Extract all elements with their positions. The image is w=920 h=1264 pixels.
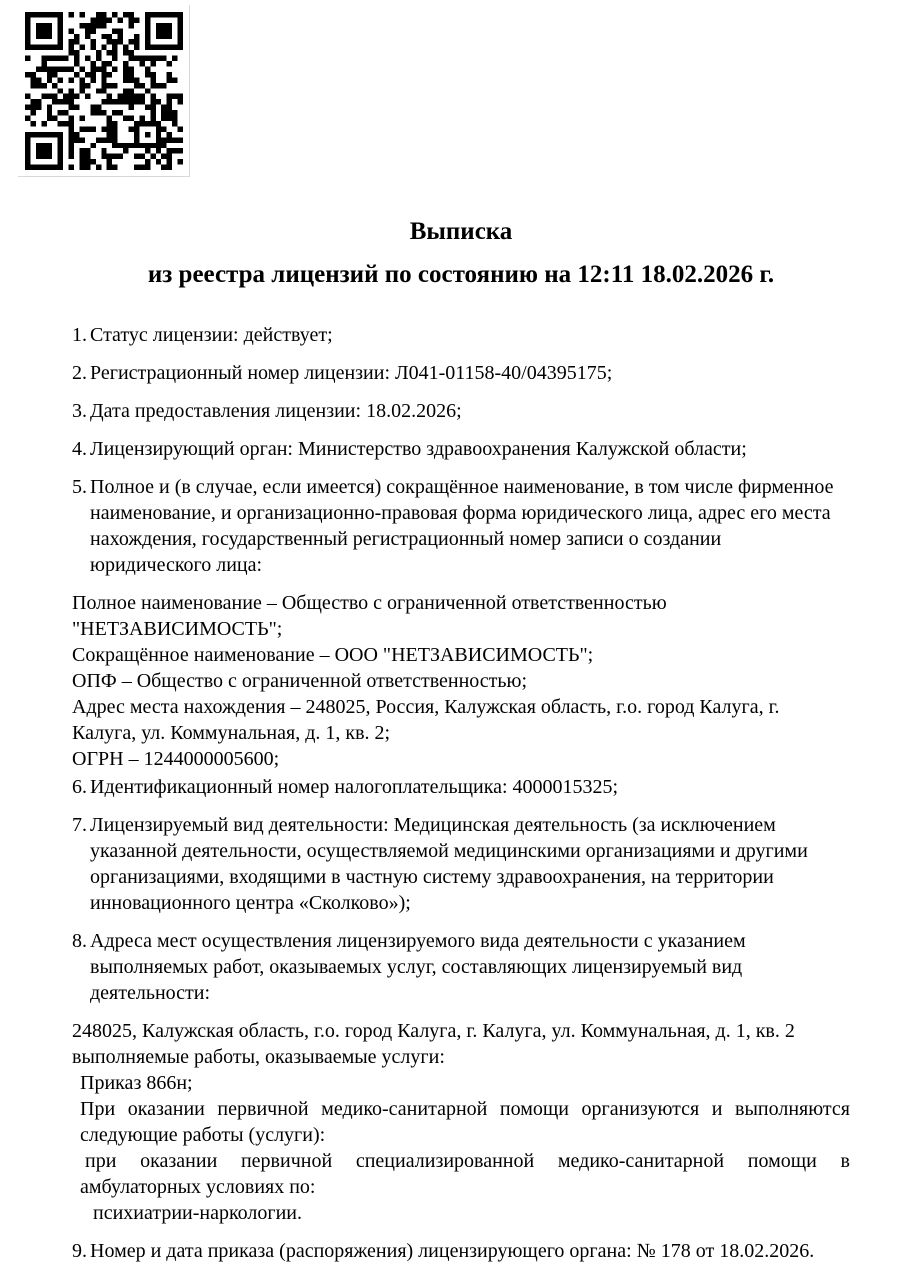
item-number: 2. (72, 362, 87, 384)
item-text: организациями, входящими в частную систему здравоохранения, на территории (90, 866, 774, 888)
item-text: указанной деятельности, осуществляемой медицинскими организациями и другими (90, 840, 808, 862)
item-number: 7. (72, 814, 87, 836)
item-text: Дата предоставления лицензии: 18.02.2026; (90, 400, 462, 422)
order-reference: Приказ 866н; (80, 1072, 193, 1094)
list-item-1-status (72, 322, 850, 348)
organization-details (72, 590, 850, 772)
works-line: следующие работы (услуги): (80, 1124, 326, 1146)
item-text: Адреса мест осуществления лицензируемого вида деятельности с указанием (90, 930, 746, 952)
license-extract-document (0, 5, 920, 1262)
org-address-cont: Калуга, ул. Коммунальная, д. 1, кв. 2; (72, 722, 391, 744)
numbered-list (72, 322, 850, 1264)
org-full-name-cont: "НЕТЗАВИСИМОСТЬ"; (72, 618, 283, 640)
item-number: 9. (72, 1240, 87, 1262)
item-text: нахождения, государственный регистрационный номер записи о создании (90, 528, 722, 550)
list-item-4-authority (72, 436, 850, 462)
item-text: юридического лица: (90, 554, 263, 576)
item-text: Полное и (в случае, если имеется) сокращённое наименование, в том числе фирменное (90, 476, 834, 498)
item-number: 6. (72, 776, 87, 798)
item-number: 4. (72, 438, 87, 460)
item-number: 8. (72, 930, 87, 952)
list-item-9-order-number-date (72, 1238, 850, 1264)
org-address: Адрес места нахождения – 248025, Россия, Калужская область, г.о. город Калуга, г. (72, 696, 780, 718)
org-short-name: Сокращённое наименование – ООО "НЕТЗАВИСИМОСТЬ"; (72, 644, 594, 666)
works-line: При оказании первичной медико-санитарной помощи организуются и выполняются (80, 1098, 850, 1120)
item-text: Лицензирующий орган: Министерство здравоохранения Калужской области; (90, 438, 747, 460)
qr-code (18, 5, 190, 177)
item-text: деятельности: (90, 982, 211, 1004)
org-ogrn: ОГРН – 1244000005600; (72, 748, 280, 770)
works-line: амбулаторных условиях по: (80, 1176, 316, 1198)
list-item-6-inn (72, 774, 850, 800)
specialty-psychiatry-narcology: психиатрии-наркологии. (93, 1202, 303, 1224)
item-number: 5. (72, 476, 87, 498)
works-services-list (72, 1070, 850, 1226)
works-services-label: выполняемые работы, оказываемые услуги: (72, 1046, 445, 1068)
list-item-2-reg-number (72, 360, 850, 386)
item-text: Номер и дата приказа (распоряжения) лицензирующего органа: № 178 от 18.02.2026. (90, 1240, 815, 1262)
works-line: при оказании первичной специализированной медико-санитарной помощи в (85, 1150, 850, 1172)
list-item-8-activity-addresses (72, 928, 850, 1006)
item-text: Регистрационный номер лицензии: Л041-01158-40/04395175; (90, 362, 613, 384)
document-title: Выписка (409, 218, 513, 245)
document-subtitle: из реестра лицензий по состоянию на 12:11 18.02.2026 г. (147, 261, 775, 288)
qr-code-image (25, 12, 183, 170)
activity-address: 248025, Калужская область, г.о. город Калуга, г. Калуга, ул. Коммунальная, д. 1, кв. 2 (72, 1020, 795, 1042)
item-number: 1. (72, 324, 87, 346)
list-item-5-org-name-heading (72, 474, 850, 578)
item-text: Статус лицензии: действует; (90, 324, 333, 346)
org-full-name: Полное наименование – Общество с ограниченной ответственностью (72, 592, 667, 614)
document-body (0, 217, 920, 1264)
list-item-7-activity-type (72, 812, 850, 916)
item-text: Идентификационный номер налогоплательщика: 4000015325; (90, 776, 619, 798)
item-number: 3. (72, 400, 87, 422)
item-text: выполняемых работ, оказываемых услуг, составляющих лицензируемый вид (90, 956, 743, 978)
item-text: инновационного центра «Сколково»); (90, 892, 411, 914)
activity-address-block (72, 1018, 850, 1070)
item-text: наименование, и организационно-правовая форма юридического лица, адрес его места (90, 502, 831, 524)
list-item-3-grant-date (72, 398, 850, 424)
org-legal-form: ОПФ – Общество с ограниченной ответственностью; (72, 670, 528, 692)
item-text: Лицензируемый вид деятельности: Медицинская деятельность (за исключением (90, 814, 776, 836)
